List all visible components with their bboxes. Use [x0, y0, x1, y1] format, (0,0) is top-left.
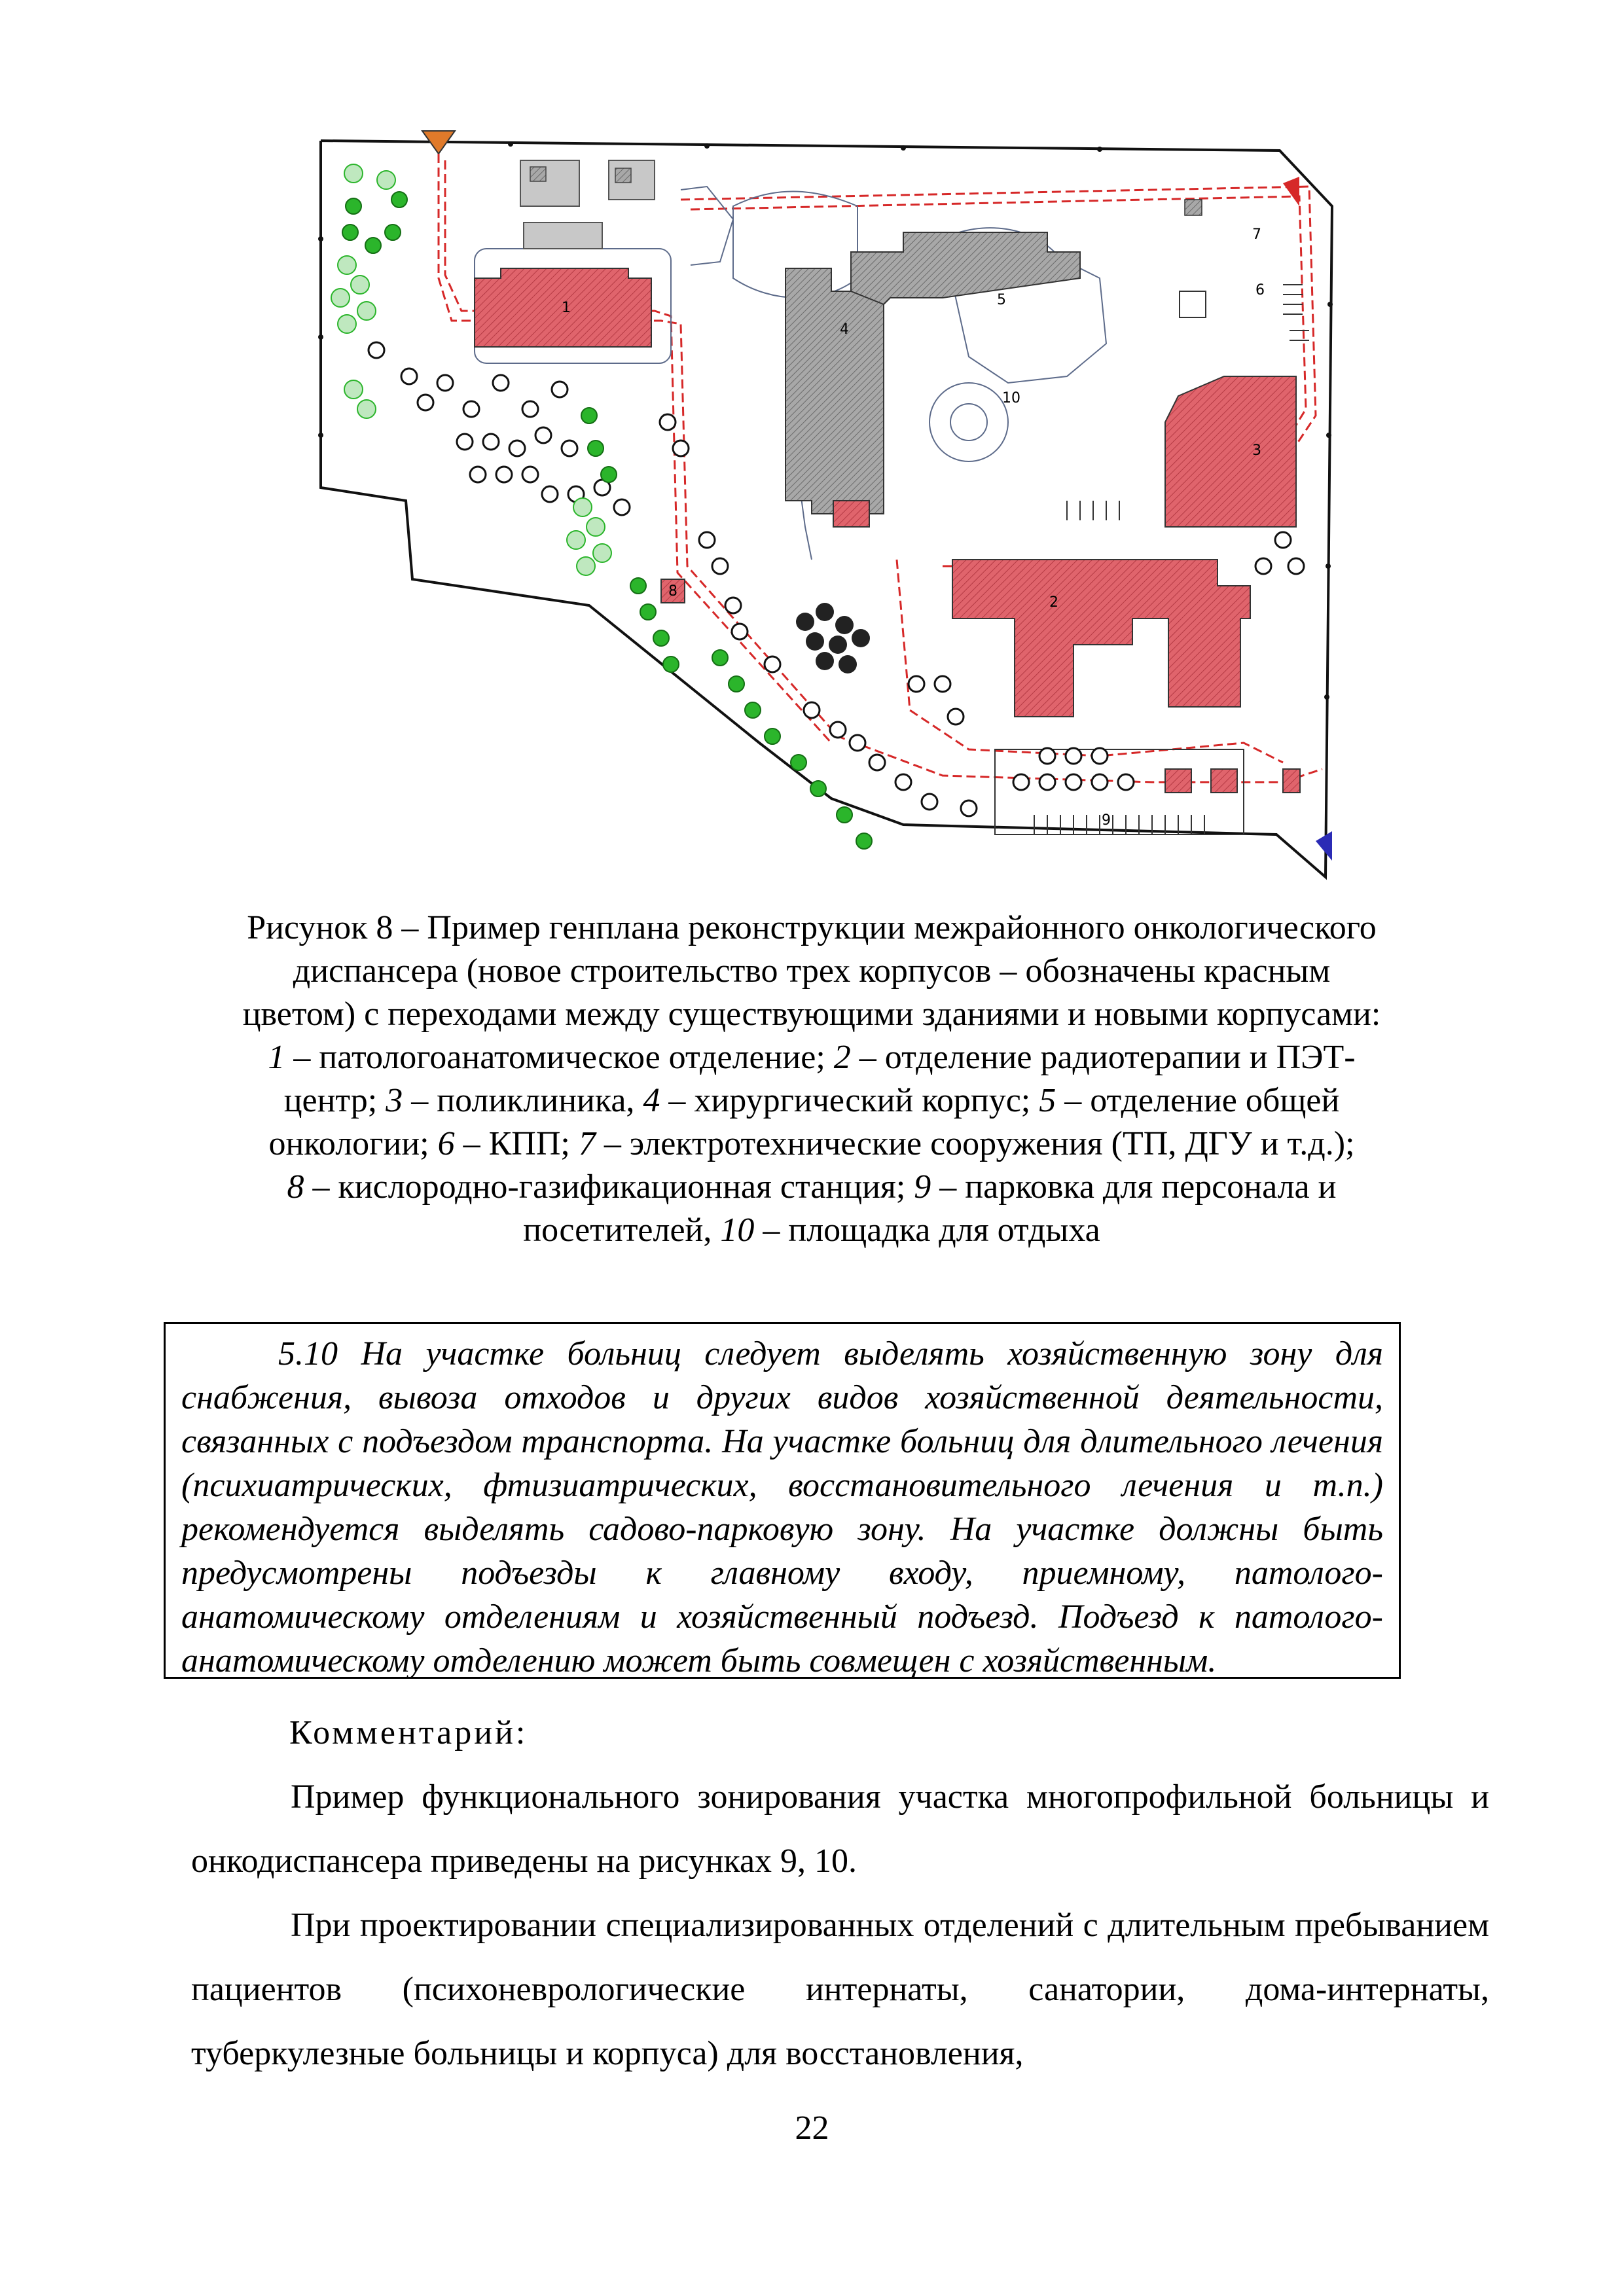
site-plan-figure [314, 108, 1339, 884]
label-10: 10 [1002, 390, 1020, 406]
building-5 [851, 232, 1080, 304]
label-2: 2 [1049, 594, 1058, 611]
label-6: 6 [1255, 282, 1265, 298]
label-5: 5 [997, 292, 1006, 308]
norm-clause-box [164, 1322, 1401, 1679]
page-number: 22 [795, 2109, 829, 2147]
label-4: 4 [840, 321, 849, 338]
label-7: 7 [1252, 226, 1261, 243]
label-8: 8 [668, 583, 677, 600]
building-3 [1165, 376, 1296, 527]
building-2 [952, 560, 1250, 717]
comment-heading: Комментарий: [289, 1714, 528, 1751]
label-3: 3 [1252, 442, 1261, 459]
paragraph-1: Пример функционального зонирования участка многопрофильной больницы и онкодиспансера приведены на рисунках 9, 10. [191, 1778, 1489, 1880]
paragraph-2: При проектировании специализированных отделений с длительным пребыванием пациентов (психоневрологические интернаты, санатории, дома-интернаты, туберкулезные больницы и корпуса) для восстановления, [191, 1907, 1489, 2072]
label-1: 1 [562, 300, 571, 316]
figure-caption: Рисунок 8 – Пример генплана реконструкции межрайонного онкологического диспансера (новое строительство трех корпусов – обозначены красным цветом) с переходами между существующими зданиями и новыми корпусами: 1 – патологоанатомическое отделение; 2 – отделение радиотерапии и ПЭТ- центр; 3 – поликлиника, 4 – хирургический корпус; 5 – отделение общей онкологии; 6 – КПП; 7 – электротехнические сооружения (ТП, ДГУ и т.д.); 8 – кислородно-газификационная станция; 9 – парковка для персонала и посетителей, 10 – площадка для отдыха [242, 909, 1381, 1249]
building-4 [785, 268, 884, 514]
norm-clause-text: 5.10 На участке больниц следует выделять хозяйственную зону для снабжения, вывоза отходов и других видов хозяйственной деятельности, связанных с подъездом транспорта. На участке больниц для длительного лечения (психиатрических, фтизиатрических, восстановительного лечения и т.п.) рекомендуется выделять садово-парковую зону. На участке должны быть предусмотрены подъезды к главному входу, приемному, патолого-анатомическому отделениям и хозяйственный подъезд. Подъезд к патолого-анатомическому отделению может быть совмещен с хозяйственным. [181, 1335, 1383, 1679]
label-9: 9 [1102, 812, 1111, 829]
